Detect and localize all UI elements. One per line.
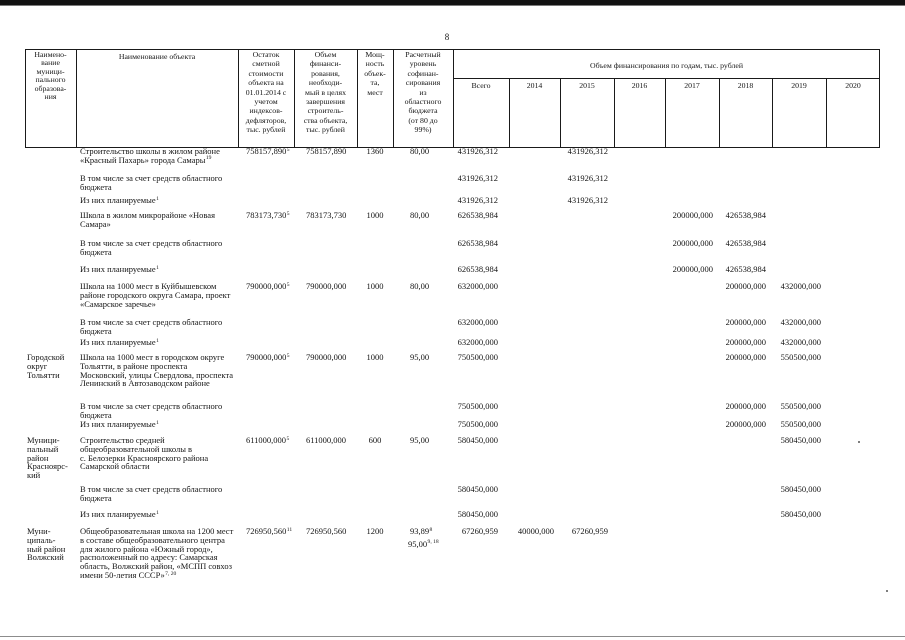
capacity-cell: 600	[368, 435, 382, 445]
object-name-cell	[80, 196, 159, 207]
object-name: Из них планируемые	[80, 195, 156, 205]
year-2019-cell: 550500,000	[780, 401, 821, 411]
header-year-2014: 2014	[526, 81, 543, 90]
header-year-2017: 2017	[684, 81, 700, 90]
capacity-cell: 1200	[366, 526, 384, 536]
cofinancing-level-cell	[410, 527, 432, 538]
year-2018-cell: 200000,000	[725, 337, 766, 347]
year-2019-cell: 550500,000	[780, 419, 821, 429]
total-cell: 67260,959	[461, 526, 498, 536]
capacity-cell: 1000	[366, 210, 384, 220]
footnote-ref: 5	[286, 435, 290, 442]
footnote-ref: 1	[156, 264, 159, 271]
planned-subrow	[0, 195, 905, 205]
year-2019-cell: 580450,000	[780, 509, 821, 519]
funding-needed-cell: 758157,890	[306, 146, 347, 156]
header-cofinancing-level: Расчетный уровень софинан- сирования из областного бюджета (от 80 до 99%)	[404, 50, 442, 135]
object-row	[0, 210, 905, 229]
planned-subrow	[0, 419, 905, 429]
total-cell: 632000,000	[457, 281, 498, 291]
object-name-cell: В том числе за счет средств областного бюджета	[80, 484, 223, 503]
year-2018-cell: 200000,000	[725, 401, 766, 411]
year-2018-cell: 426538,984	[725, 264, 766, 274]
footnote-ref: 19	[205, 155, 212, 162]
year-2019-cell: 550500,000	[780, 352, 821, 362]
object-row	[0, 352, 905, 389]
planned-subrow	[0, 509, 905, 519]
year-2018-cell: 426538,984	[725, 210, 766, 220]
remaining-cost-cell	[246, 527, 292, 538]
funding-needed-cell: 783173,730	[306, 210, 347, 220]
capacity-cell: 1360	[366, 146, 384, 156]
object-row	[0, 526, 905, 580]
header-object-name: Наименование объекта	[118, 52, 196, 61]
remaining-cost-cell	[246, 353, 290, 364]
remaining-cost-value: 783173,730	[246, 210, 287, 220]
footnote-ref: 11	[286, 526, 293, 533]
cofinancing-level-cell: 80,00	[410, 210, 430, 220]
page-number: 8	[444, 32, 450, 42]
object-name-cell: Строительство средней общеобразовательной школы в с. Белозерки Красноярского района Самарской области	[80, 435, 209, 472]
funding-needed-cell: 726950,560	[306, 526, 347, 536]
header-capacity: Мощ- ность объек- та, мест	[364, 50, 386, 97]
object-name: Общеобразовательная школа на 1200 мест в составе общеобразовательного центра для жилого района «Южный город», расположенный по адресу: Самарская область, Волжский район, «МСПП совхоз имени 50-летия СССР»	[80, 526, 234, 580]
object-name: Из них планируемые	[80, 264, 156, 274]
cofinancing-level-alt-cell	[408, 540, 439, 551]
year-2019-cell: 432000,000	[780, 317, 821, 327]
year-2017-cell: 200000,000	[672, 238, 713, 248]
footnote-ref: 8	[429, 526, 433, 533]
remaining-cost-value: 790000,000	[246, 352, 287, 362]
remaining-cost-cell	[246, 436, 289, 447]
year-2019-cell: 580450,000	[780, 484, 821, 494]
object-name-cell	[80, 338, 159, 349]
total-cell: 750500,000	[457, 419, 498, 429]
remaining-cost-cell	[246, 147, 290, 158]
remaining-cost-value: 726950,560	[246, 526, 287, 536]
year-2018-cell: 200000,000	[725, 281, 766, 291]
regional-budget-subrow	[0, 401, 905, 420]
object-name-cell	[80, 527, 233, 582]
header-year-2020: 2020	[845, 81, 861, 90]
object-name-cell	[80, 420, 159, 431]
total-cell: 431926,312	[457, 195, 498, 205]
funding-needed-cell: 790000,000	[306, 281, 347, 291]
cofinancing-level-cell: 80,00	[410, 146, 430, 156]
header-year-2019: 2019	[791, 81, 807, 90]
object-name-cell	[80, 510, 159, 521]
year-2017-cell: 200000,000	[672, 210, 713, 220]
footnote-ref: 1	[156, 509, 159, 516]
object-name: Строительство школы в жилом районе «Красный Пахарь» города Самары	[80, 146, 220, 165]
total-cell: 632000,000	[457, 337, 498, 347]
cofinancing-level-cell: 95,00	[410, 435, 430, 445]
year-2018-cell: 426538,984	[725, 238, 766, 248]
regional-budget-subrow	[0, 238, 905, 257]
year-2019-cell: 432000,000	[780, 281, 821, 291]
year-2018-cell: 200000,000	[725, 317, 766, 327]
header-year-2016: 2016	[631, 81, 648, 90]
remaining-cost-value: 758157,890	[246, 146, 287, 156]
funding-needed-cell: 790000,000	[306, 352, 347, 362]
object-name-cell: В том числе за счет средств областного бюджета	[80, 317, 223, 336]
total-cell: 632000,000	[457, 317, 498, 327]
object-name-cell	[80, 265, 159, 276]
municipality-cell: Муници- пальный район Красноярс- кий	[27, 435, 68, 481]
total-cell: 626538,984	[457, 210, 498, 220]
total-cell: 580450,000	[457, 509, 498, 519]
footnote-ref: 9, 18	[427, 539, 439, 546]
footnote-ref: 5	[286, 146, 290, 153]
header-financing-by-year: Объем финансирования по годам, тыс. рублей	[589, 61, 743, 70]
footnote-ref: 5	[286, 210, 290, 217]
municipality-cell: Городской округ Тольятти	[27, 352, 65, 380]
year-2015-cell: 431926,312	[567, 173, 608, 183]
cofinancing-level-cell: 95,00	[410, 352, 430, 362]
remaining-cost-cell	[246, 282, 290, 293]
planned-subrow	[0, 264, 905, 274]
object-name: Из них планируемые	[80, 419, 156, 429]
total-cell: 431926,312	[457, 146, 498, 156]
planned-subrow	[0, 337, 905, 347]
funding-needed-cell: 611000,000	[306, 435, 347, 445]
total-cell: 750500,000	[457, 401, 498, 411]
object-name-cell: Школа на 1000 мест в Куйбышевском районе городского округа Самара, проект «Самарское заречье»	[80, 281, 231, 309]
year-2015-cell: 67260,959	[571, 526, 608, 536]
year-2015-cell: 431926,312	[567, 195, 608, 205]
total-cell: 626538,984	[457, 238, 498, 248]
cofinancing-level-cell: 80,00	[410, 281, 430, 291]
year-2019-cell: 580450,000	[780, 435, 821, 445]
footnote-ref: 1	[156, 419, 159, 426]
object-row	[0, 281, 905, 309]
total-cell: 431926,312	[457, 173, 498, 183]
total-cell: 626538,984	[457, 264, 498, 274]
object-name: Из них планируемые	[80, 337, 156, 347]
footnote-ref: 5	[286, 352, 290, 359]
regional-budget-subrow	[0, 484, 905, 503]
year-2017-cell: 200000,000	[672, 264, 713, 274]
header-year-2018: 2018	[737, 81, 754, 90]
cofinancing-alt-value: 95,00	[408, 538, 428, 549]
header-year-total: Всего	[471, 81, 491, 90]
header-year-2015: 2015	[579, 81, 595, 90]
header-funding-needed: Объем финанси- рования, необходи- мый в целях завершения строитель- ства объекта, тыс. рублей	[303, 50, 348, 135]
year-2015-cell: 431926,312	[567, 146, 608, 156]
object-name: Из них планируемые	[80, 509, 156, 519]
header-municipality: Наимено- вание муници- пального образова- ния	[34, 50, 67, 102]
object-name-cell: В том числе за счет средств областного бюджета	[80, 401, 223, 420]
capacity-cell: 1000	[366, 281, 384, 291]
footnote-ref: 1	[156, 337, 159, 344]
object-row	[0, 146, 905, 165]
cofinancing-value: 93,89	[410, 526, 430, 536]
object-name-cell: Школа на 1000 мест в городском округе Тольятти, в районе проспекта Московский, улицы Свердлова, проспекта Ленинский в Автозаводском районе	[80, 352, 234, 389]
year-2019-cell: 432000,000	[780, 337, 821, 347]
year-2018-cell: 200000,000	[725, 352, 766, 362]
municipality-cell: Муни- ципаль- ный район Волжский	[27, 526, 66, 563]
header-remaining-cost: Остаток сметной стоимости объекта на 01.01.2014 с учетом индексов- дефляторов, тыс. рублей	[245, 50, 287, 135]
remaining-cost-value: 790000,000	[246, 281, 287, 291]
year-2018-cell: 200000,000	[725, 419, 766, 429]
footnote-ref: 7, 20	[165, 570, 177, 577]
object-name-cell: Школа в жилом микрорайоне «Новая Самара»	[80, 210, 215, 229]
footnote-ref: 1	[156, 195, 159, 202]
total-cell: 750500,000	[457, 352, 498, 362]
capacity-cell: 1000	[366, 352, 384, 362]
regional-budget-subrow	[0, 317, 905, 336]
object-row	[0, 435, 905, 481]
total-cell: 580450,000	[457, 484, 498, 494]
object-name-cell: В том числе за счет средств областного бюджета	[80, 173, 223, 192]
year-2014-cell: 40000,000	[517, 526, 554, 536]
remaining-cost-cell	[246, 211, 290, 222]
object-name-cell: В том числе за счет средств областного бюджета	[80, 238, 223, 257]
total-cell: 580450,000	[457, 435, 498, 445]
footnote-ref: 5	[286, 281, 290, 288]
object-name-cell	[80, 147, 220, 167]
regional-budget-subrow	[0, 173, 905, 192]
remaining-cost-value: 611000,000	[246, 435, 287, 445]
